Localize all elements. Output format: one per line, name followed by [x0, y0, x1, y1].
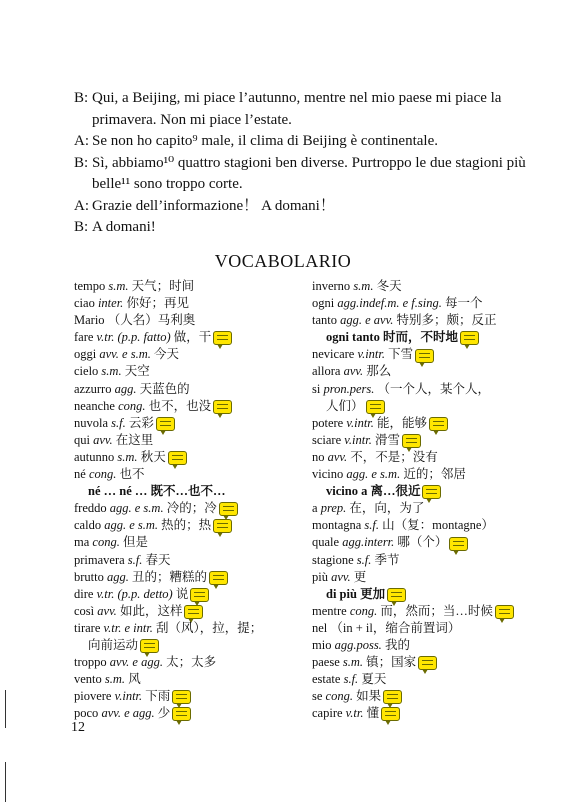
- vocab-meaning: 春天: [145, 552, 171, 567]
- vocab-word: inverno: [312, 279, 351, 293]
- vocab-meaning: 不，不是；没有: [350, 449, 438, 464]
- vocab-entry: [74, 534, 306, 551]
- note-comment-icon-tail: [385, 720, 391, 725]
- vocab-grammar: v.intr.: [346, 415, 374, 430]
- vocab-entry: [312, 620, 544, 637]
- vocab-grammar: prep.: [320, 501, 347, 516]
- vocab-meaning: 天空: [124, 364, 150, 379]
- vocab-entry: [312, 569, 544, 586]
- dialogue-text: A domani!: [92, 219, 156, 235]
- vocab-word: estate: [312, 672, 341, 687]
- vocab-meaning: 少: [157, 706, 171, 721]
- vocab-word: no: [312, 449, 325, 464]
- vocab-entry: [312, 688, 544, 705]
- vocab-entry: [74, 517, 306, 534]
- vocab-entry: [74, 569, 306, 586]
- note-comment-icon[interactable]: [402, 434, 421, 448]
- vocab-meaning: 太；太多: [166, 655, 217, 670]
- vocab-meaning: （一个人，某个人，: [377, 381, 491, 396]
- vocab-entry: [74, 466, 306, 483]
- vocab-grammar: v.tr.: [345, 706, 364, 721]
- vocab-entry: [312, 329, 544, 346]
- vocab-grammar: cong.: [88, 467, 117, 482]
- vocab-meaning: 滑雪: [374, 432, 400, 447]
- vocab-entry: [312, 278, 544, 295]
- dialogue-text: Sì, abbiamo¹⁰ quattro stagioni ben diverse. Purtroppo le due stagioni più belle¹¹ sono troppo corte.: [92, 154, 526, 192]
- vocab-word: dire: [74, 586, 94, 601]
- vocab-meaning: 山（复：montagne）: [382, 518, 494, 533]
- vocab-grammar: s.m.: [342, 655, 364, 670]
- vocab-word: allora: [312, 364, 341, 379]
- vocab-meaning: 冷的；冷: [166, 501, 217, 516]
- vocab-word: ogni tanto: [326, 330, 380, 345]
- speaker-label: A:: [74, 133, 89, 149]
- vocab-meaning: 时而，不时地: [382, 330, 458, 345]
- vocab-entry: [74, 671, 306, 688]
- vocab-meaning: 离…很近: [370, 484, 421, 499]
- vocab-word: di più: [326, 586, 357, 601]
- vocab-word: nevicare: [312, 347, 355, 362]
- vocab-meaning: 我的: [384, 637, 410, 652]
- vocab-meaning: 也不，也没: [148, 398, 212, 413]
- vocab-grammar: s.m.: [101, 364, 122, 379]
- note-comment-icon[interactable]: [168, 451, 187, 465]
- vocab-grammar: inter.: [97, 296, 124, 311]
- vocab-grammar: agg. e s.m.: [109, 501, 164, 516]
- vocab-entry: [74, 586, 306, 603]
- vocab-word: troppo: [74, 655, 107, 670]
- vocab-meaning: 天气；时间: [131, 279, 195, 293]
- vocab-grammar: agg. e s.m.: [346, 467, 401, 482]
- dialogue-text: Se non ho capito⁹ male, il clima di Beijing è continentale.: [92, 133, 438, 149]
- speaker-label: B:: [74, 154, 89, 171]
- vocab-meaning: 下雪: [388, 347, 414, 362]
- vocab-meaning: 秋天: [140, 449, 166, 464]
- vocab-grammar: avv.: [343, 364, 364, 379]
- vocab-entry: [74, 346, 306, 363]
- vocab-word: più: [312, 569, 328, 584]
- dialogue-line-3: [74, 153, 536, 196]
- vocab-meaning: 云彩: [128, 415, 154, 430]
- vocab-meaning: （in + il，缩合前置词）: [330, 620, 461, 635]
- vocab-meaning: 说: [175, 586, 189, 601]
- vocab-word: vicino: [312, 467, 344, 482]
- vocab-meaning: 人们）: [326, 398, 364, 413]
- vocab-grammar: avv.: [93, 432, 113, 447]
- vocab-entry: [312, 534, 544, 551]
- note-comment-icon[interactable]: [449, 537, 468, 551]
- vocabulary-heading: VOCABOLARIO: [214, 251, 352, 271]
- vocab-grammar: agg.poss.: [334, 637, 382, 652]
- speaker-label: A:: [74, 197, 89, 214]
- vocab-entry: [74, 398, 306, 415]
- vocab-word: Mario: [74, 313, 105, 328]
- vocab-entry: [74, 312, 306, 329]
- vocab-word: fare: [74, 330, 94, 345]
- vocab-grammar: avv.: [97, 603, 117, 618]
- vocab-entry: [312, 500, 544, 517]
- scan-edge-mark: [5, 762, 6, 802]
- note-comment-icon[interactable]: [213, 400, 232, 414]
- vocab-grammar: cong.: [118, 398, 146, 413]
- vocab-entry: [312, 449, 544, 466]
- scan-edge-mark: [5, 690, 6, 728]
- vocab-meaning: 也不: [119, 467, 145, 482]
- vocab-grammar: s.m.: [108, 279, 129, 293]
- vocab-entry: [74, 278, 306, 295]
- vocab-meaning: 刮（风），拉，提；: [156, 620, 263, 635]
- vocab-grammar: v.tr. e intr.: [103, 620, 153, 635]
- vocab-grammar: s.m.: [104, 672, 126, 687]
- dialogue-line-5: [74, 217, 536, 239]
- vocab-grammar: agg.: [106, 569, 129, 584]
- vocab-word: stagione: [312, 552, 354, 567]
- vocab-entry: [74, 688, 306, 705]
- vocab-grammar: s.f.: [364, 518, 380, 533]
- vocab-entry: [74, 637, 306, 654]
- vocab-meaning: 向前运动: [88, 637, 139, 652]
- note-comment-icon[interactable]: [429, 417, 448, 431]
- vocab-grammar: agg.indef.m. e f.sing.: [337, 296, 442, 311]
- vocab-meaning: 你好；再见: [126, 296, 189, 311]
- note-comment-icon[interactable]: [415, 349, 434, 363]
- note-comment-icon[interactable]: [383, 690, 402, 704]
- speaker-label: B:: [74, 90, 89, 106]
- vocab-grammar: v.intr.: [114, 689, 143, 704]
- vocab-meaning: 天蓝色的: [139, 381, 190, 396]
- vocab-word: si: [312, 381, 321, 396]
- vocab-grammar: agg.: [114, 381, 137, 396]
- note-comment-icon[interactable]: [156, 417, 175, 431]
- vocab-word: se: [312, 689, 323, 704]
- vocab-word: oggi: [74, 347, 97, 362]
- vocab-word: brutto: [74, 569, 104, 584]
- vocab-meaning: 做，干: [173, 330, 212, 345]
- vocab-entry: [312, 295, 544, 312]
- vocab-grammar: v.tr. (p.p. detto): [96, 586, 173, 601]
- vocab-grammar: avv. e agg.: [109, 655, 163, 670]
- dialogue-text: Grazie dell’informazione！ A domani！: [92, 197, 335, 214]
- vocab-grammar: s.f.: [111, 415, 126, 430]
- dialogue-line-4: [74, 196, 536, 218]
- vocab-meaning: 懂: [366, 706, 380, 721]
- vocab-word: poco: [74, 706, 99, 721]
- vocab-word: qui: [74, 432, 90, 447]
- vocab-word: ciao: [74, 296, 95, 311]
- note-comment-icon[interactable]: [209, 571, 228, 585]
- vocab-entry: [312, 346, 544, 363]
- speaker-label: B:: [74, 219, 89, 235]
- vocab-meaning: 哪（个）: [397, 535, 448, 550]
- vocab-entry: [312, 637, 544, 654]
- note-comment-icon[interactable]: [213, 519, 232, 533]
- vocab-meaning: 在这里: [115, 432, 154, 447]
- vocab-meaning: 但是: [122, 535, 148, 550]
- note-comment-icon[interactable]: [190, 588, 209, 602]
- vocab-grammar: avv.: [331, 569, 351, 584]
- vocab-entry: [312, 552, 544, 569]
- vocab-grammar: pron.pers.: [323, 381, 375, 396]
- vocab-grammar: cong.: [325, 689, 353, 704]
- note-comment-icon[interactable]: [460, 331, 479, 345]
- vocab-meaning: 近的；邻居: [403, 467, 466, 482]
- vocab-word: cielo: [74, 364, 99, 379]
- page-number: 12: [71, 720, 85, 735]
- vocab-meaning: 丑的；糟糕的: [131, 569, 207, 584]
- vocab-entry: [74, 483, 306, 500]
- vocab-word: paese: [312, 655, 340, 670]
- vocab-word: potere: [312, 415, 344, 430]
- note-comment-icon[interactable]: [495, 605, 514, 619]
- vocab-meaning: 能，能够: [377, 415, 428, 430]
- vocab-entry: [312, 517, 544, 534]
- vocab-word: nuvola: [74, 415, 109, 430]
- vocab-meaning: 镇；国家: [366, 655, 417, 670]
- vocab-grammar: agg. e avv.: [340, 313, 394, 328]
- vocab-word: tempo: [74, 279, 106, 293]
- vocab-entry: [74, 654, 306, 671]
- vocab-entry: [74, 415, 306, 432]
- vocab-meaning: 热的；热: [161, 518, 212, 533]
- vocab-word: mentre: [312, 603, 347, 618]
- vocab-meaning: 特别多；颇；反正: [396, 313, 497, 328]
- vocab-word: autunno: [74, 449, 115, 464]
- vocab-meaning: 更加: [360, 586, 386, 601]
- note-comment-icon[interactable]: [213, 331, 232, 345]
- vocab-meaning: 既不…也不…: [150, 484, 226, 499]
- vocab-word: primavera: [74, 552, 125, 567]
- vocab-entry: [74, 603, 306, 620]
- vocab-entry: [74, 620, 306, 637]
- vocab-entry: [312, 312, 544, 329]
- vocab-word: azzurro: [74, 381, 112, 396]
- vocab-entry: [312, 363, 544, 380]
- vocab-word: mio: [312, 637, 332, 652]
- vocab-meaning: 下雨: [145, 689, 171, 704]
- vocab-grammar: agg.interr.: [342, 535, 395, 550]
- note-comment-icon[interactable]: [422, 485, 441, 499]
- vocab-grammar: s.m.: [117, 449, 138, 464]
- vocab-meaning: 每一个: [445, 296, 483, 311]
- vocab-grammar: cong.: [349, 603, 378, 618]
- vocab-entry: [312, 381, 544, 398]
- vocab-grammar: s.f.: [343, 672, 359, 687]
- vocab-word: freddo: [74, 501, 107, 516]
- note-comment-icon[interactable]: [381, 707, 400, 721]
- vocab-word: quale: [312, 535, 340, 550]
- vocab-word: ma: [74, 535, 90, 550]
- vocab-entry: [74, 449, 306, 466]
- vocabulary-right-column: [312, 278, 544, 722]
- vocab-grammar: cong.: [92, 535, 120, 550]
- vocab-entry: [312, 603, 544, 620]
- vocab-meaning: 更: [353, 569, 367, 584]
- vocab-grammar: s.f.: [356, 552, 372, 567]
- vocab-meaning: 如此，这样: [119, 603, 183, 618]
- vocab-entry: [74, 381, 306, 398]
- vocab-meaning: （人名）马利奥: [107, 313, 196, 328]
- vocab-entry: [74, 295, 306, 312]
- note-comment-icon[interactable]: [219, 502, 238, 516]
- vocab-entry: [312, 466, 544, 483]
- vocab-word: tanto: [312, 313, 337, 328]
- vocab-meaning: 季节: [374, 552, 400, 567]
- note-comment-icon[interactable]: [172, 690, 191, 704]
- note-comment-icon[interactable]: [418, 656, 437, 670]
- vocab-meaning: 今天: [153, 347, 179, 362]
- vocab-word: vento: [74, 672, 102, 687]
- vocab-entry: [74, 363, 306, 380]
- vocab-word: nel: [312, 620, 328, 635]
- note-comment-icon[interactable]: [184, 605, 203, 619]
- vocab-grammar: v.tr. (p.p. fatto): [96, 330, 171, 345]
- vocab-meaning: 冬天: [376, 279, 402, 293]
- vocab-word: capire: [312, 706, 343, 721]
- dialogue-line-1: [74, 88, 536, 131]
- dialogue-text: Qui, a Beijing, mi piace l’autunno, mentre nel mio paese mi piace la primavera. Non mi piace l’estate.: [92, 90, 502, 128]
- vocab-entry: [312, 654, 544, 671]
- vocab-word: né … né …: [88, 484, 148, 499]
- vocab-word: né: [74, 467, 86, 482]
- vocab-word: sciare: [312, 432, 342, 447]
- vocab-meaning: 而，然而；当…时候: [380, 603, 493, 618]
- dialogue: [74, 88, 536, 239]
- vocab-entry: [74, 329, 306, 346]
- vocab-grammar: agg. e s.m.: [104, 518, 159, 533]
- vocab-word: caldo: [74, 518, 102, 533]
- note-comment-icon[interactable]: [172, 707, 191, 721]
- vocab-word: piovere: [74, 689, 112, 704]
- vocab-grammar: s.f.: [127, 552, 143, 567]
- vocab-word: neanche: [74, 398, 115, 413]
- vocab-word: ogni: [312, 296, 335, 311]
- dialogue-line-2: [74, 131, 536, 153]
- note-comment-icon[interactable]: [366, 400, 385, 414]
- vocab-entry: [74, 500, 306, 517]
- vocab-word: tirare: [74, 620, 101, 635]
- vocabulary-left-column: [74, 278, 306, 722]
- vocab-entry: [312, 586, 544, 603]
- vocab-meaning: 夏天: [361, 672, 387, 687]
- vocab-entry: [74, 432, 306, 449]
- vocab-entry: [312, 432, 544, 449]
- vocab-entry: [312, 398, 544, 415]
- vocab-grammar: avv.: [327, 449, 348, 464]
- vocab-entry: [312, 671, 544, 688]
- vocab-grammar: v.intr.: [357, 347, 385, 362]
- note-comment-icon[interactable]: [387, 588, 406, 602]
- vocab-grammar: s.m.: [353, 279, 374, 293]
- note-comment-icon-tail: [176, 720, 182, 725]
- vocab-word: così: [74, 603, 95, 618]
- note-comment-icon[interactable]: [140, 639, 159, 653]
- vocab-grammar: avv. e s.m.: [99, 347, 151, 362]
- vocab-grammar: avv. e agg.: [101, 706, 155, 721]
- vocab-meaning: 如果: [356, 689, 382, 704]
- vocab-meaning: 风: [128, 672, 141, 687]
- vocab-entry: [312, 415, 544, 432]
- vocab-entry: [74, 552, 306, 569]
- vocab-word: montagna: [312, 518, 362, 533]
- vocab-word: a: [312, 501, 318, 516]
- vocab-entry: [74, 705, 306, 722]
- vocab-grammar: v.intr.: [344, 432, 372, 447]
- vocab-meaning: 在，向，为了: [349, 501, 425, 516]
- vocab-entry: [312, 483, 544, 500]
- vocab-word: vicino a: [326, 484, 368, 499]
- vocab-entry: [312, 705, 544, 722]
- vocab-meaning: 那么: [366, 364, 392, 379]
